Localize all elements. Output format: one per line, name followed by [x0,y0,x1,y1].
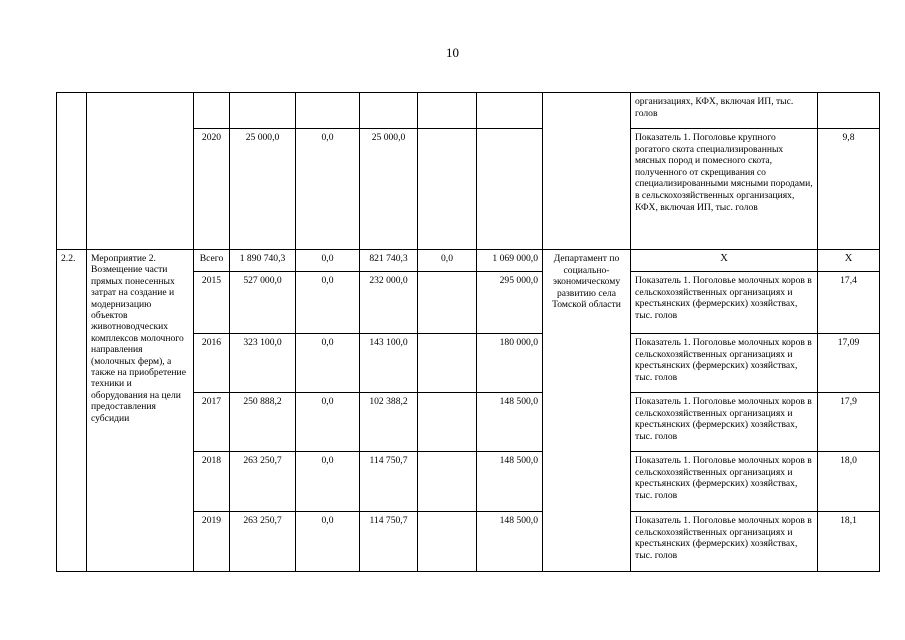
regional-cell: 821 740,3 [360,250,418,272]
cont-description-cell [87,93,194,250]
local-cell: 0,0 [418,250,477,272]
local-cell [418,272,477,334]
indicator-value-cell: X [818,250,880,272]
total-cell: 263 250,7 [230,512,296,572]
year-cell: 2019 [194,512,230,572]
total-cell: 263 250,7 [230,452,296,512]
measure-number-cell: 2.2. [57,250,87,572]
indicator-cell: Показатель 1. Поголовье молочных коров в сельскохозяйственных организациях и крестьянских (фермерских) хозяйствах, тыс. голов [631,512,818,572]
federal-cell: 0,0 [296,334,360,393]
indicator-value-cell: 17,9 [818,393,880,452]
local-cell [418,512,477,572]
indicator-value-cell: 9,8 [818,129,880,250]
extra-budget-cell: 148 500,0 [477,452,543,512]
federal-cell: 0,0 [296,393,360,452]
total-cell: 250 888,2 [230,393,296,452]
indicator-value-cell: 17,4 [818,272,880,334]
year-cell [194,93,230,129]
cont-number-cell [57,93,87,250]
executor-cell: Департамент по социально-экономическому развитию села Томской области [543,250,631,572]
indicator-cell: Показатель 1. Поголовье молочных коров в сельскохозяйственных организациях и крестьянских (фермерских) хозяйствах, тыс. голов [631,334,818,393]
regional-cell: 232 000,0 [360,272,418,334]
table-row [57,250,880,272]
regional-cell: 25 000,0 [360,129,418,250]
regional-cell: 114 750,7 [360,512,418,572]
regional-cell: 114 750,7 [360,452,418,512]
federal-cell: 0,0 [296,512,360,572]
federal-cell: 0,0 [296,272,360,334]
program-table [56,92,880,572]
extra-budget-cell: 148 500,0 [477,393,543,452]
regional-cell [360,93,418,129]
cont-executor-cell [543,93,631,250]
indicator-value-cell [818,93,880,129]
indicator-cell: Показатель 1. Поголовье молочных коров в сельскохозяйственных организациях и крестьянских (фермерских) хозяйствах, тыс. голов [631,452,818,512]
indicator-cell: Показатель 1. Поголовье крупного рогатого скота специализированных мясных пород и помесного скота, полученного от скрещивания со специализированными мясными породами, в сельскохозяйственных организациях, КФХ, включая ИП, тыс. голов [631,129,818,250]
local-cell [418,452,477,512]
local-cell [418,334,477,393]
extra-budget-cell: 180 000,0 [477,334,543,393]
year-cell: 2015 [194,272,230,334]
indicator-cell: X [631,250,818,272]
indicator-cell: Показатель 1. Поголовье молочных коров в сельскохозяйственных организациях и крестьянских (фермерских) хозяйствах, тыс. голов [631,393,818,452]
regional-cell: 102 388,2 [360,393,418,452]
measure-description-cell: Мероприятие 2. Возмещение части прямых понесенных затрат на создание и модернизацию объектов животноводческих комплексов молочного направления (молочных ферм), а также на приобретение техники и оборудования на цели предоставления субсидии [87,250,194,572]
federal-cell: 0,0 [296,129,360,250]
page-number: 10 [446,45,459,60]
extra-budget-cell: 148 500,0 [477,512,543,572]
year-cell: Всего [194,250,230,272]
federal-cell: 0,0 [296,250,360,272]
total-cell: 1 890 740,3 [230,250,296,272]
indicator-cell: организациях, КФХ, включая ИП, тыс. голов [631,93,818,129]
extra-budget-cell [477,129,543,250]
local-cell [418,129,477,250]
extra-budget-cell: 295 000,0 [477,272,543,334]
total-cell: 323 100,0 [230,334,296,393]
total-cell: 25 000,0 [230,129,296,250]
total-cell [230,93,296,129]
federal-cell [296,93,360,129]
indicator-value-cell: 18,0 [818,452,880,512]
indicator-value-cell: 18,1 [818,512,880,572]
total-cell: 527 000,0 [230,272,296,334]
local-cell [418,93,477,129]
table-row [57,93,880,129]
regional-cell: 143 100,0 [360,334,418,393]
extra-budget-cell: 1 069 000,0 [477,250,543,272]
federal-cell: 0,0 [296,452,360,512]
year-cell: 2020 [194,129,230,250]
year-cell: 2018 [194,452,230,512]
local-cell [418,393,477,452]
indicator-cell: Показатель 1. Поголовье молочных коров в сельскохозяйственных организациях и крестьянских (фермерских) хозяйствах, тыс. голов [631,272,818,334]
year-cell: 2017 [194,393,230,452]
year-cell: 2016 [194,334,230,393]
indicator-value-cell: 17,09 [818,334,880,393]
extra-budget-cell [477,93,543,129]
